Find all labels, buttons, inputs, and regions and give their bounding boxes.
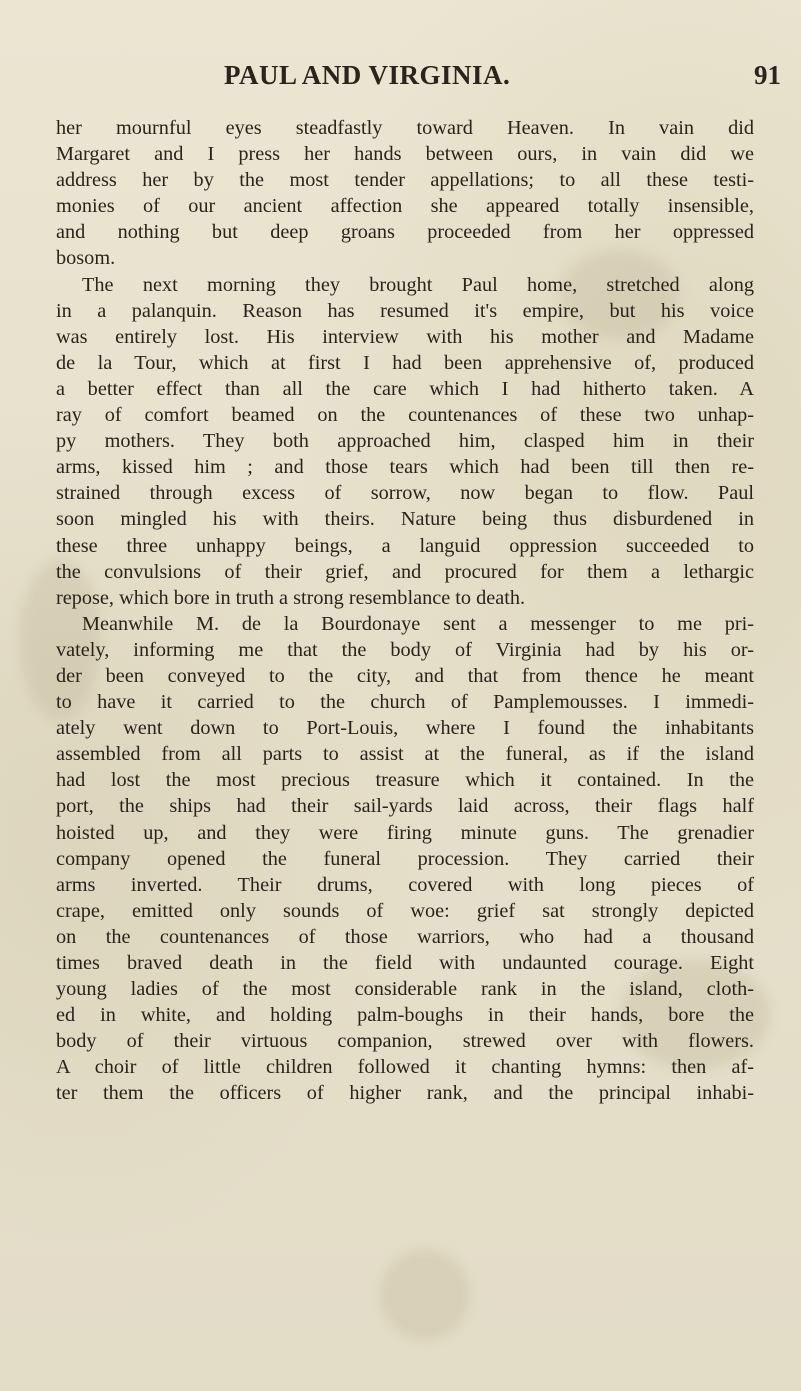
- text-line: strained through excess of sorrow, now began to flow. Paul: [56, 482, 754, 505]
- text-line: arms, kissed him ; and those tears which had been till then re-: [56, 456, 754, 479]
- text-line: ately went down to Port-Louis, where I found the inhabitants: [56, 717, 754, 740]
- foxing-stain: [380, 1250, 470, 1340]
- text-line: her mournful eyes steadfastly toward Heaven. In vain did: [56, 117, 754, 139]
- text-line: assembled from all parts to assist at the funeral, as if the island: [56, 743, 754, 766]
- text-line: the convulsions of their grief, and procured for them a lethargic: [56, 560, 754, 583]
- running-head: [0, 60, 801, 100]
- text-line: Meanwhile M. de la Bourdonaye sent a messenger to me pri-: [82, 612, 754, 635]
- text-line: py mothers. They both approached him, clasped him in their: [56, 430, 754, 453]
- text-line: these three unhappy beings, a languid oppression succeeded to: [56, 534, 754, 557]
- text-line: in a palanquin. Reason has resumed it's empire, but his voice: [56, 299, 754, 322]
- text-line: A choir of little children followed it chanting hymns: then af-: [56, 1056, 754, 1079]
- text-line: young ladies of the most considerable rank in the island, cloth-: [56, 978, 754, 1001]
- page-number: 91: [754, 60, 781, 90]
- text-line: had lost the most precious treasure which it contained. In the: [56, 769, 754, 792]
- text-line: bosom.: [56, 247, 116, 270]
- text-line: body of their virtuous companion, strewed over with flowers.: [56, 1030, 754, 1053]
- text-line: soon mingled his with theirs. Nature being thus disburdened in: [56, 508, 754, 531]
- text-line: Margaret and I press her hands between ours, in vain did we: [56, 143, 754, 166]
- text-line: ed in white, and holding palm-boughs in their hands, bore the: [56, 1004, 754, 1027]
- text-line: company opened the funeral procession. They carried their: [56, 847, 754, 870]
- running-title: PAUL AND VIRGINIA.: [224, 60, 511, 90]
- text-line: and nothing but deep groans proceeded from her oppressed: [56, 221, 754, 244]
- text-line: ter them the officers of higher rank, and the principal inhabi-: [56, 1082, 754, 1105]
- text-line: der been conveyed to the city, and that from thence he meant: [56, 664, 754, 687]
- text-line: address her by the most tender appellations; to all these testi-: [56, 169, 754, 192]
- text-line: hoisted up, and they were firing minute guns. The grenadier: [56, 821, 754, 844]
- body-text: [56, 115, 754, 1107]
- paragraph-2: [56, 272, 754, 611]
- text-line: times braved death in the field with undaunted courage. Eight: [56, 952, 754, 974]
- text-line: arms inverted. Their drums, covered with long pieces of: [56, 873, 754, 896]
- text-line: repose, which bore in truth a strong resemblance to death.: [56, 586, 526, 609]
- text-line: de la Tour, which at first I had been apprehensive of, produced: [56, 351, 754, 374]
- text-line: a better effect than all the care which I had hitherto taken. A: [56, 377, 754, 400]
- text-line: crape, emitted only sounds of woe: grief sat strongly depicted: [56, 899, 754, 922]
- text-line: port, the ships had their sail-yards laid across, their flags half: [56, 795, 754, 818]
- text-line: ray of comfort beamed on the countenances of these two unhap-: [56, 404, 754, 427]
- text-line: monies of our ancient affection she appeared totally insensible,: [56, 195, 754, 218]
- paragraph-1: [56, 115, 754, 272]
- text-line: vately, informing me that the body of Virginia had by his or-: [56, 638, 754, 661]
- text-line: on the countenances of those warriors, who had a thousand: [56, 925, 754, 948]
- text-line: was entirely lost. His interview with his mother and Madame: [56, 325, 754, 348]
- text-line: The next morning they brought Paul home, stretched along: [82, 273, 754, 296]
- paragraph-3: [56, 611, 754, 1107]
- text-line: to have it carried to the church of Pamplemousses. I immedi-: [56, 691, 754, 714]
